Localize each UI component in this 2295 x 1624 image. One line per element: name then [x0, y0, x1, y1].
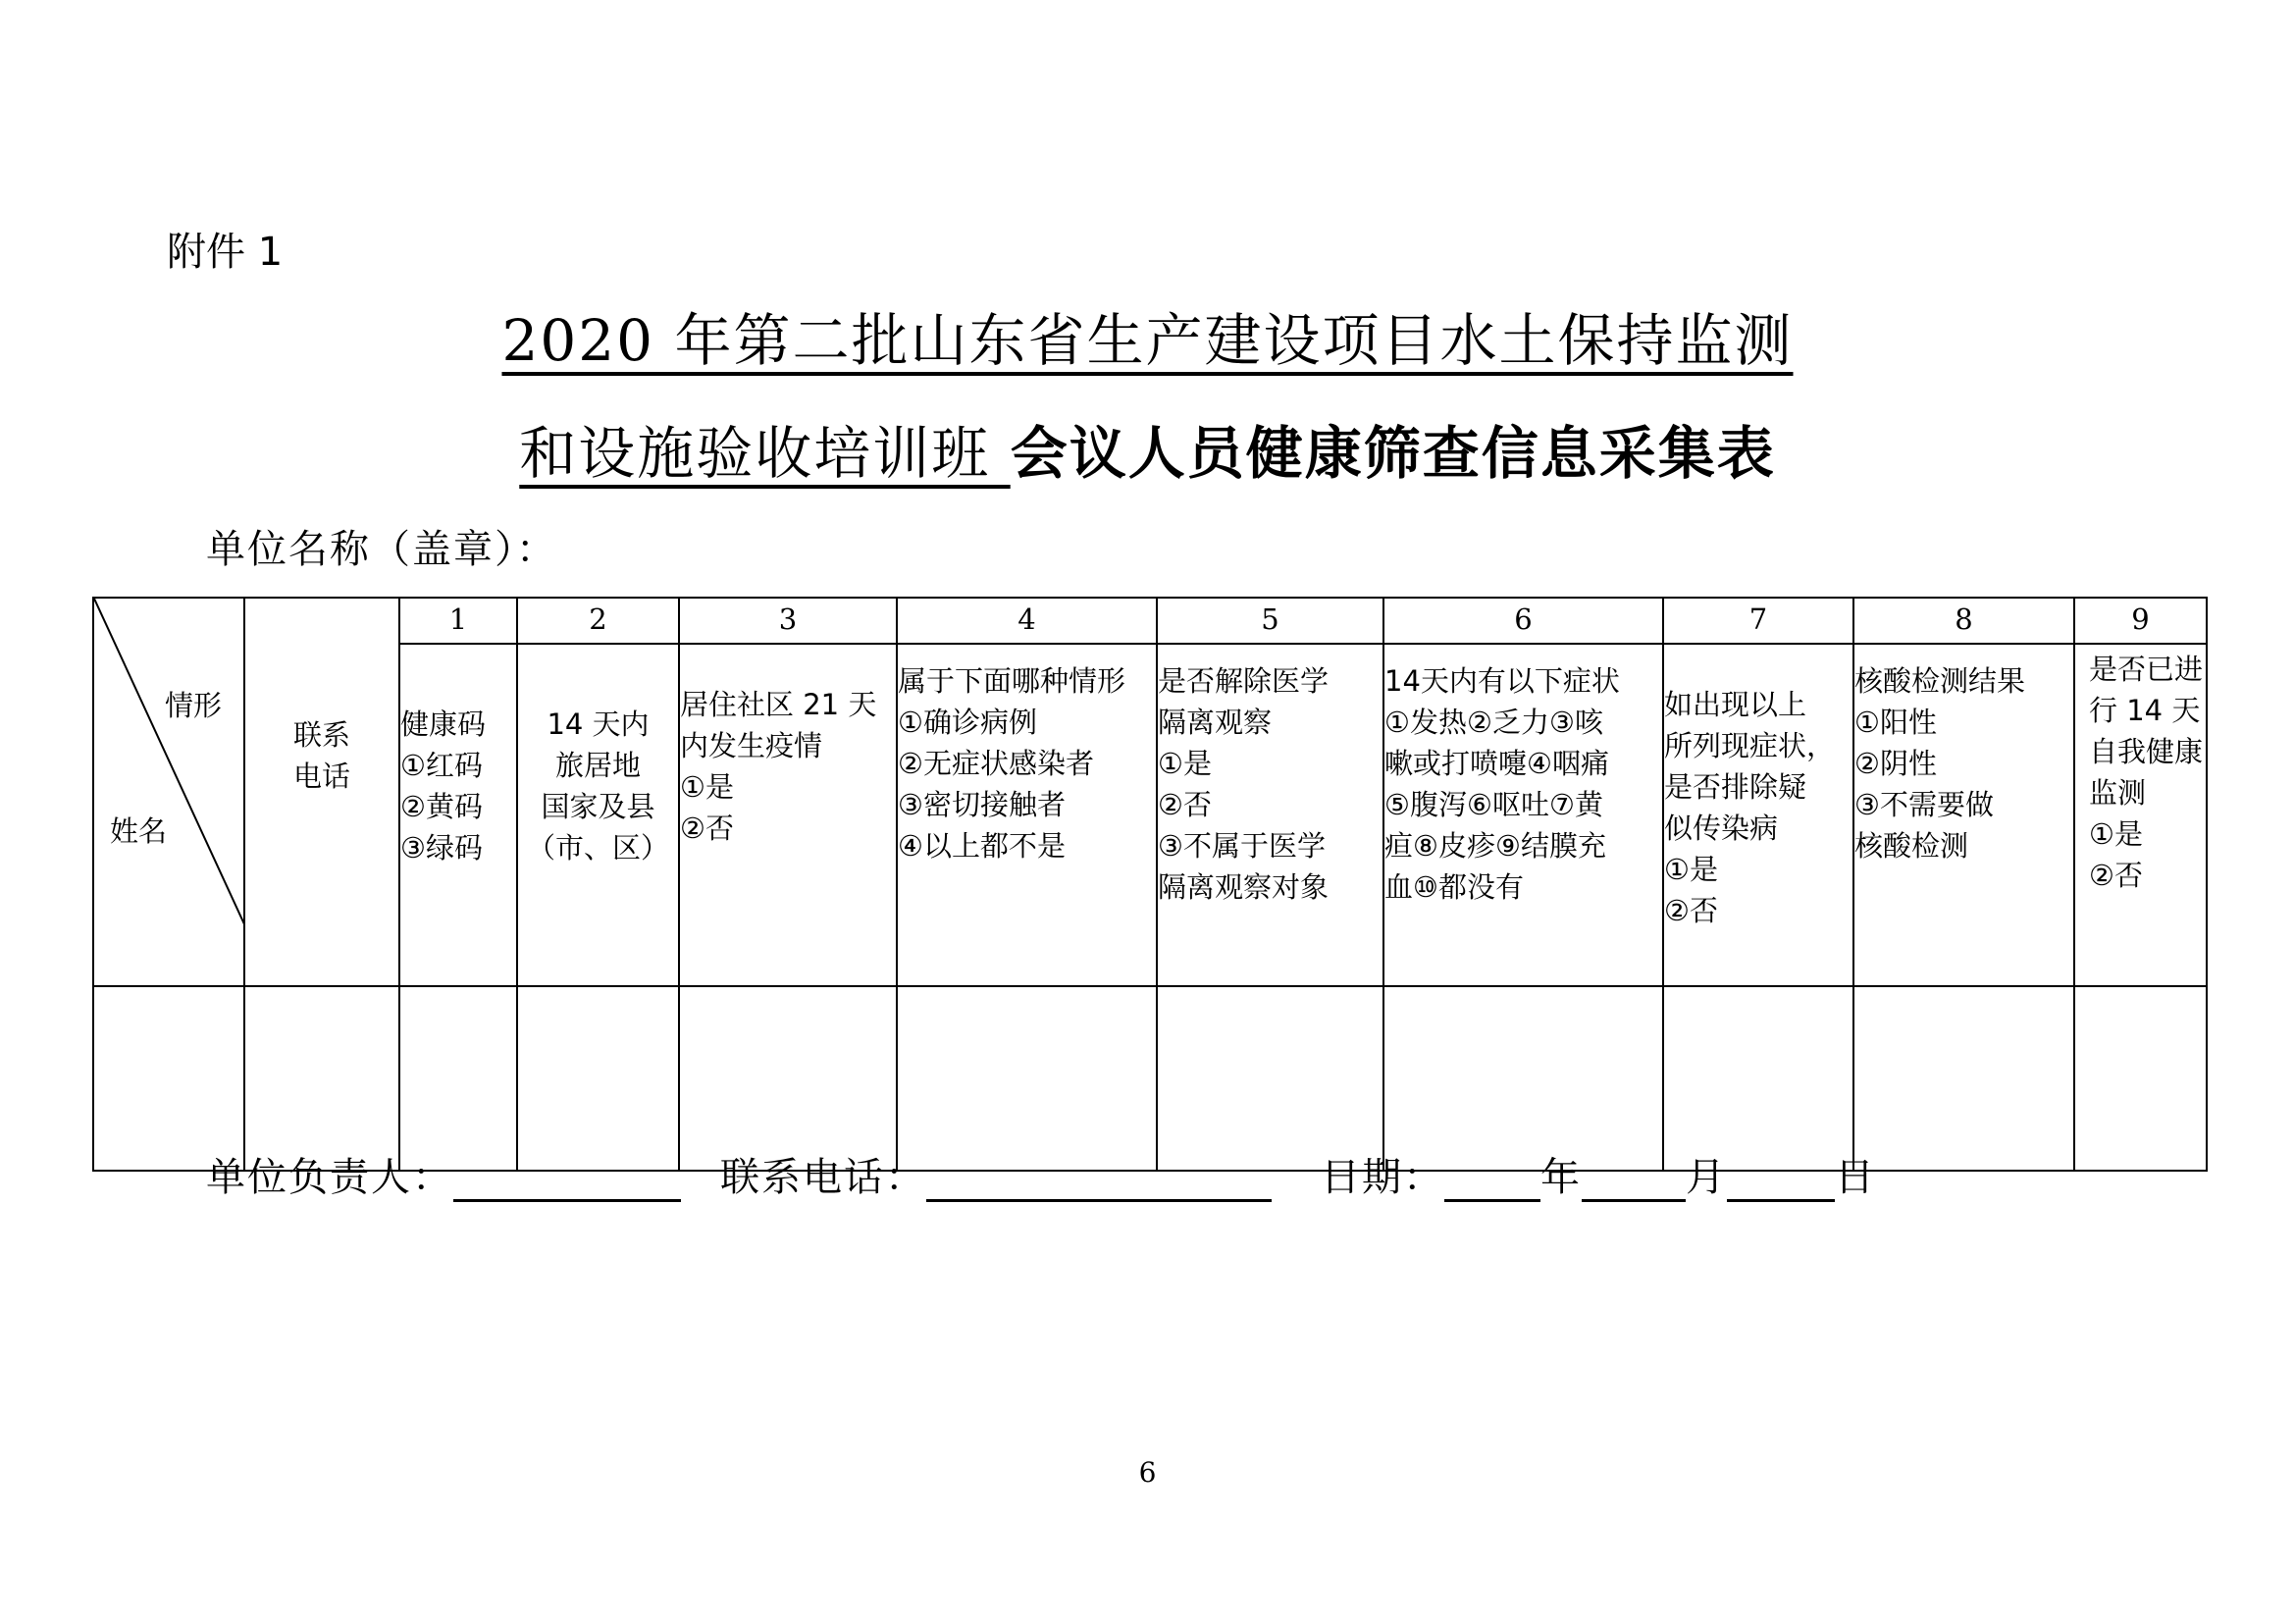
column-number: 3 — [679, 598, 897, 644]
title-line-2-underlined: 和设施验收培训班 — [519, 420, 1011, 487]
header-exclude-infection — [1663, 644, 1853, 986]
header-line: ②否 — [2089, 859, 2143, 892]
header-line: 内发生疫情 — [680, 729, 823, 762]
unit-name-label: 单位名称（盖章）： — [206, 527, 557, 572]
attachment-label: 附件 1 — [167, 230, 284, 275]
date-label: 日期： — [1321, 1155, 1444, 1200]
symptoms-input-cell[interactable] — [1383, 986, 1663, 1171]
column-number: 4 — [897, 598, 1157, 644]
header-nucleic-acid — [1853, 644, 2074, 986]
quarantine-release-input-cell[interactable] — [1157, 986, 1383, 1171]
header-line: ①是 — [2089, 817, 2143, 851]
header-line: ①确诊病例 — [898, 706, 1037, 739]
title-line-1 — [0, 294, 2295, 377]
day-blank[interactable] — [1727, 1160, 1835, 1202]
corner-situation-label: 情形 — [165, 689, 223, 722]
header-line: ①是 — [1158, 747, 1212, 780]
month-label: 月 — [1686, 1155, 1727, 1200]
header-line: ③不需要做 — [1854, 788, 1994, 821]
header-line: 隔离观察 — [1158, 706, 1273, 739]
header-line: ⑤腹泻⑥呕吐⑦黄 — [1384, 788, 1603, 821]
diagonal-line — [94, 599, 245, 926]
footer-signature-line — [206, 1146, 1876, 1202]
header-line: 自我健康 — [2089, 735, 2204, 768]
column-number-row — [93, 598, 2207, 644]
residence-input-cell[interactable] — [517, 986, 679, 1171]
header-quarantine-release — [1157, 644, 1383, 986]
header-line: 如出现以上 — [1664, 688, 1807, 721]
header-line: 居住社区 21 天 — [680, 688, 877, 721]
header-line: 行 14 天 — [2089, 694, 2201, 727]
column-number: 2 — [517, 598, 679, 644]
header-community-outbreak — [679, 644, 897, 986]
header-residence — [517, 644, 679, 986]
column-number: 1 — [399, 598, 517, 644]
header-line: （市、区） — [526, 831, 669, 864]
header-line: ①是 — [1664, 853, 1718, 886]
header-line: ②否 — [1664, 894, 1718, 927]
header-health-code — [399, 644, 517, 986]
header-line: 血⑩都没有 — [1384, 870, 1524, 904]
leader-label: 单位负责人： — [206, 1155, 453, 1200]
title-line-2 — [0, 407, 2295, 490]
self-monitoring-input-cell[interactable] — [2074, 986, 2207, 1171]
column-number: 9 — [2074, 598, 2207, 644]
header-line: 监测 — [2089, 776, 2147, 810]
year-blank[interactable] — [1444, 1160, 1540, 1202]
column-number: 7 — [1663, 598, 1853, 644]
header-self-monitoring — [2074, 644, 2207, 986]
header-line: ②黄码 — [400, 790, 483, 823]
header-line: ③绿码 — [400, 831, 483, 864]
header-line: ④以上都不是 — [898, 829, 1066, 863]
health-code-input-cell[interactable] — [399, 986, 517, 1171]
phone-blank[interactable] — [926, 1160, 1272, 1202]
header-line: 是否已进 — [2089, 653, 2204, 686]
day-label: 日 — [1835, 1155, 1876, 1200]
nucleic-acid-input-cell[interactable] — [1853, 986, 2074, 1171]
header-line: 隔离观察对象 — [1158, 870, 1330, 904]
header-line: 核酸检测结果 — [1854, 664, 2026, 698]
name-input-cell[interactable] — [93, 986, 244, 1171]
title-line-2-bold: 会议人员健康筛查信息采集表 — [1010, 420, 1776, 487]
phone-header-cell — [244, 598, 399, 986]
header-line: ②阴性 — [1854, 747, 1937, 780]
header-line: ②否 — [1158, 788, 1212, 821]
header-line: 14 天内 — [547, 707, 650, 741]
corner-diagonal-cell — [93, 598, 244, 986]
page-number: 6 — [1138, 1456, 1157, 1489]
header-line: ③密切接触者 — [898, 788, 1066, 821]
header-line: 健康码 — [400, 707, 487, 741]
header-line: ②否 — [680, 812, 734, 845]
header-line: 属于下面哪种情形 — [898, 664, 1126, 698]
year-label: 年 — [1540, 1155, 1582, 1200]
header-line: 疸⑧皮疹⑨结膜充 — [1384, 829, 1606, 863]
leader-blank[interactable] — [453, 1160, 681, 1202]
phone-header-line: 联系 — [292, 718, 350, 752]
corner-name-label: 姓名 — [110, 814, 168, 848]
footer-phone-label: 联系电话： — [720, 1155, 926, 1200]
phone-header-line: 电话 — [292, 760, 350, 793]
header-line: 似传染病 — [1664, 812, 1779, 845]
header-line: 所列现症状， — [1664, 729, 1836, 762]
header-line: 是否排除疑 — [1664, 770, 1807, 804]
header-case-type — [897, 644, 1157, 986]
header-line: ①是 — [680, 770, 734, 804]
column-number: 5 — [1157, 598, 1383, 644]
header-line: ①阳性 — [1854, 706, 1937, 739]
column-header-row — [93, 644, 2207, 986]
header-line: 核酸检测 — [1854, 829, 1969, 863]
header-line: 是否解除医学 — [1158, 664, 1330, 698]
table-row — [93, 986, 2207, 1171]
header-line: ②无症状感染者 — [898, 747, 1094, 780]
case-type-input-cell[interactable] — [897, 986, 1157, 1171]
header-line: ①发热②乏力③咳 — [1384, 706, 1603, 739]
health-screening-table — [92, 597, 2208, 1172]
exclude-infection-input-cell[interactable] — [1663, 986, 1853, 1171]
header-line: 14天内有以下症状 — [1384, 664, 1620, 698]
header-line: ①红码 — [400, 749, 483, 782]
column-number: 6 — [1383, 598, 1663, 644]
header-line: 国家及县 — [541, 790, 655, 823]
header-line: 嗽或打喷嚏④咽痛 — [1384, 747, 1609, 780]
phone-input-cell[interactable] — [244, 986, 399, 1171]
month-blank[interactable] — [1582, 1160, 1686, 1202]
column-number: 8 — [1853, 598, 2074, 644]
community-outbreak-input-cell[interactable] — [679, 986, 897, 1171]
header-line: ③不属于医学 — [1158, 829, 1326, 863]
header-symptoms — [1383, 644, 1663, 986]
header-line: 旅居地 — [554, 749, 641, 782]
title-line-1-text: 2020 年第二批山东省生产建设项目水土保持监测 — [501, 307, 1794, 374]
